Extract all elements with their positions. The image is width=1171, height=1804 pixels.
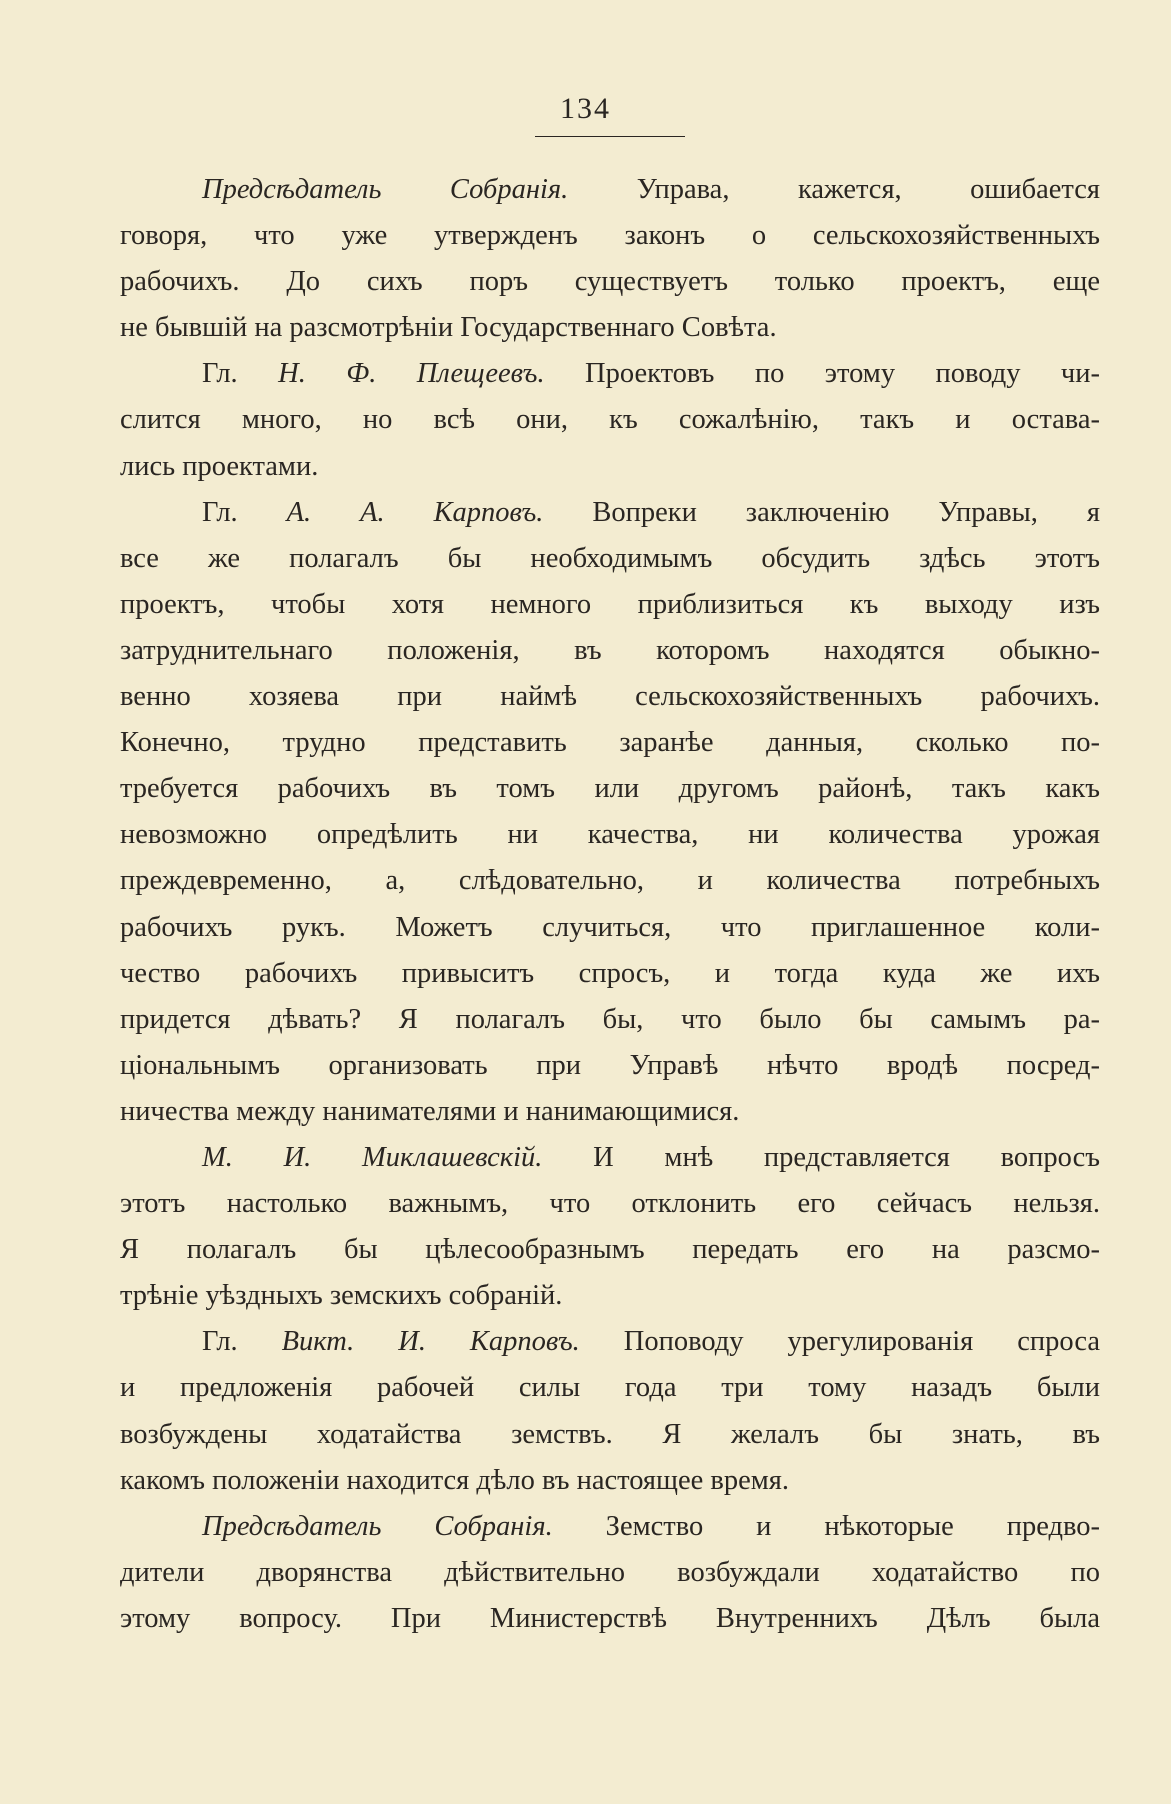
text-line: ціональнымъ организовать при Управѣ нѣчто вродѣ посред- xyxy=(120,1049,1100,1081)
text-line: все же полагалъ бы необходимымъ обсудить здѣсь этотъ xyxy=(120,542,1100,574)
text-body xyxy=(120,167,1100,1642)
line-segment: Земство и нѣкоторые предво- xyxy=(552,1510,1100,1542)
text-line: слится много, но всѣ они, къ сожалѣнію, такъ и остава- xyxy=(120,404,1100,436)
line-segment: И мнѣ представляется вопросъ xyxy=(542,1141,1100,1173)
text-line xyxy=(120,167,1100,213)
text-line: венно хозяева при наймѣ сельскохозяйственныхъ рабочихъ. xyxy=(120,681,1100,713)
page-number-rule xyxy=(535,136,685,137)
text-line: проектъ, чтобы хотя немного приблизиться къ выходу изъ xyxy=(120,588,1100,620)
line-segment: Управа, кажется, ошибается xyxy=(568,174,1100,205)
speaker-name: А. А. Карповъ. xyxy=(286,496,544,528)
text-line xyxy=(120,1135,1100,1181)
text-line: этотъ настолько важнымъ, что отклонить его сейчасъ нельзя. xyxy=(120,1188,1100,1220)
line-segment: Гл. xyxy=(202,1326,282,1358)
line-segment: Гл. xyxy=(202,496,287,528)
text-line: не бывшій на разсмотрѣніи Государственнаго Совѣта. xyxy=(120,312,777,344)
text-line: дители дворянства дѣйствительно возбуждали ходатайство по xyxy=(120,1556,1100,1588)
text-line: Конечно, трудно представить заранѣе данныя, сколько по- xyxy=(120,727,1100,759)
line-segment: Проектовъ по этому поводу чи- xyxy=(544,358,1100,390)
text-line: чество рабочихъ привыситъ спросъ, и тогда куда же ихъ xyxy=(120,957,1100,989)
speaker-name: Н. Ф. Плещеевъ. xyxy=(278,358,545,390)
paragraph xyxy=(120,167,1100,351)
text-line: говоря, что уже утвержденъ законъ о сельскохозяйственныхъ xyxy=(120,220,1100,252)
page-number: 134 xyxy=(560,92,611,125)
text-line: этому вопросу. При Министерствѣ Внутреннихъ Дѣлъ была xyxy=(120,1602,1100,1634)
paragraph xyxy=(120,1135,1100,1319)
line-segment: Поповоду урегулированія спроса xyxy=(579,1326,1101,1358)
text-line: невозможно опредѣлить ни качества, ни количества урожая xyxy=(120,819,1100,851)
paragraph xyxy=(120,1504,1100,1642)
text-line: затруднительнаго положенія, въ которомъ находятся обыкно- xyxy=(120,634,1100,666)
speaker-name: Предсѣдатель Собранія. xyxy=(202,174,569,205)
speaker-name: Предсѣдатель Собранія. xyxy=(202,1510,553,1542)
text-line xyxy=(120,1319,1100,1365)
speaker-name: М. И. Миклашевскій. xyxy=(202,1141,543,1173)
paragraph xyxy=(120,1319,1100,1503)
text-line: трѣніе уѣздныхъ земскихъ собраній. xyxy=(120,1280,563,1312)
text-line: требуется рабочихъ въ томъ или другомъ районѣ, такъ какъ xyxy=(120,773,1100,805)
text-line: возбуждены ходатайства земствъ. Я желалъ бы знать, въ xyxy=(120,1418,1100,1450)
paragraph xyxy=(120,490,1100,1135)
paragraph xyxy=(120,351,1100,489)
speaker-name: Викт. И. Карповъ. xyxy=(281,1326,580,1358)
line-segment: Вопреки заключенію Управы, я xyxy=(543,496,1100,528)
line-segment: Гл. xyxy=(202,358,279,390)
text-line: лись проектами. xyxy=(120,450,319,482)
text-line: и предложенія рабочей силы года три тому назадъ были xyxy=(120,1372,1100,1404)
text-line: какомъ положеніи находится дѣло въ настоящее время. xyxy=(120,1464,790,1496)
text-line xyxy=(120,1504,1100,1550)
text-line: ничества между нанимателями и нанимающимися. xyxy=(120,1095,740,1127)
text-line: рабочихъ. До сихъ поръ существуетъ только проектъ, еще xyxy=(120,266,1100,298)
text-line: придется дѣвать? Я полагалъ бы, что было бы самымъ ра- xyxy=(120,1003,1100,1035)
text-line xyxy=(120,351,1100,397)
text-line: рабочихъ рукъ. Можетъ случиться, что приглашенное коли- xyxy=(120,911,1100,943)
text-line: преждевременно, а, слѣдовательно, и количества потребныхъ xyxy=(120,865,1100,897)
text-line: Я полагалъ бы цѣлесообразнымъ передать его на разсмо- xyxy=(120,1234,1100,1266)
text-line xyxy=(120,490,1100,536)
